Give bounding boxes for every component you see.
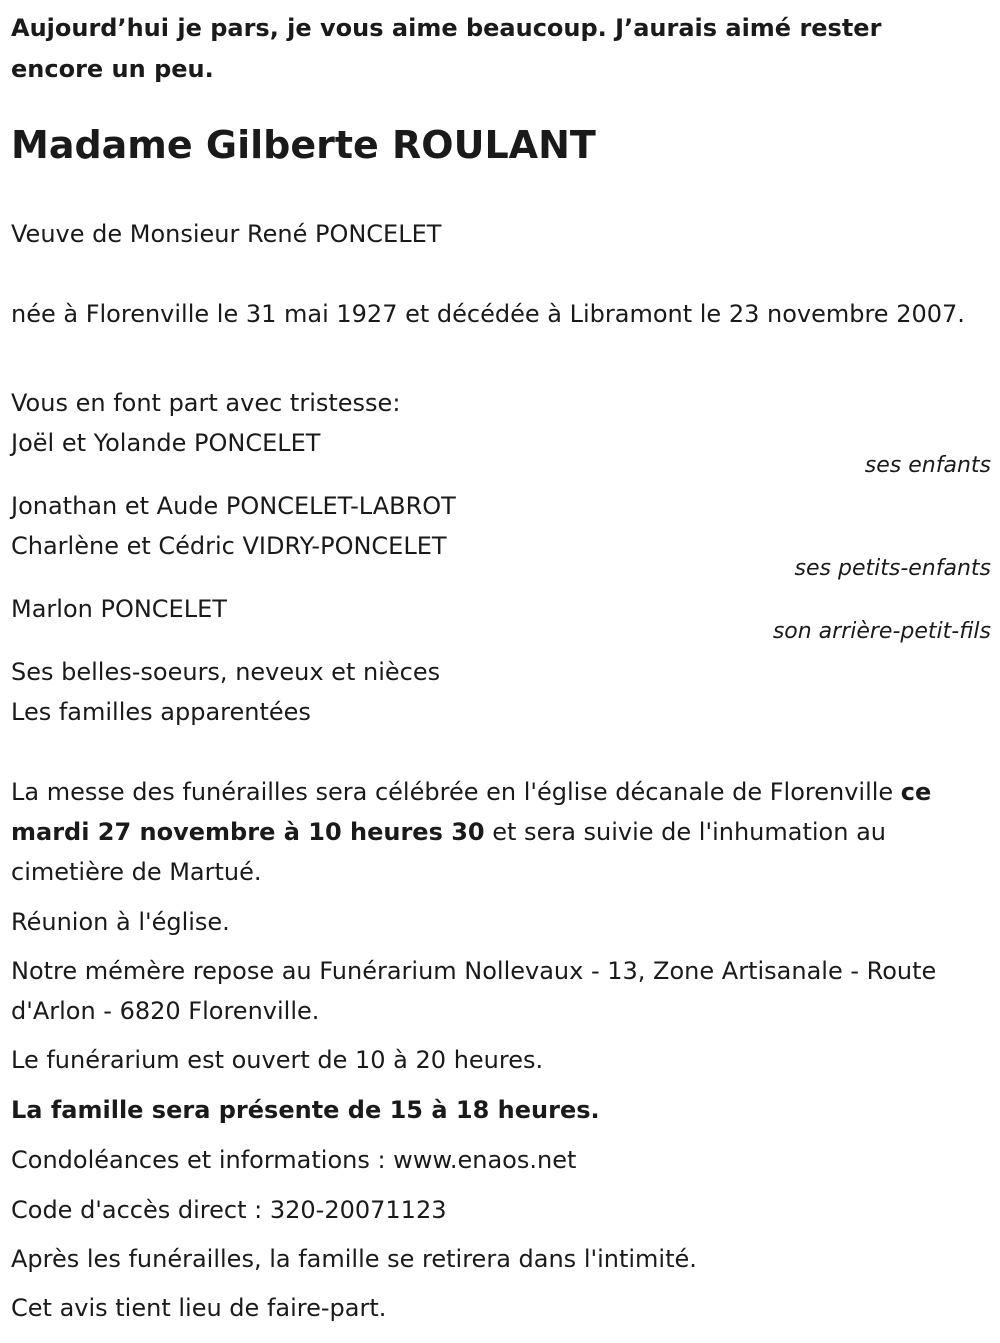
opening-hours: Le funérarium est ouvert de 10 à 20 heures. bbox=[11, 1046, 544, 1074]
funeral-text-1: La messe des funérailles sera célébrée en l'église décanale de Florenville bbox=[11, 778, 901, 806]
condolences-info: Condoléances et informations : www.enaos.net bbox=[11, 1146, 577, 1174]
opening-quote: Aujourd’hui je pars, je vous aime beaucoup. J’aurais aimé rester encore un peu. bbox=[11, 14, 882, 83]
great-grandchild-name: Marlon PONCELET bbox=[11, 595, 227, 623]
other-family-1: Ses belles-soeurs, neveux et nièces bbox=[11, 658, 441, 686]
announcement-intro: Vous en font part avec tristesse: bbox=[11, 389, 401, 417]
funeral-details bbox=[11, 772, 986, 892]
access-code: Code d'accès direct : 320-20071123 bbox=[11, 1196, 447, 1224]
funeral-date: ce mardi 27 novembre à 10 heures 30 bbox=[11, 778, 932, 846]
closing-statement: Cet avis tient lieu de faire-part. bbox=[11, 1294, 387, 1322]
family-presence: La famille sera présente de 15 à 18 heures. bbox=[11, 1096, 600, 1124]
grandchildren-role: ses petits-enfants bbox=[794, 556, 991, 581]
great-grandchild-role: son arrière-petit-fils bbox=[772, 619, 991, 644]
deceased-name: Madame Gilberte ROULANT bbox=[11, 123, 596, 167]
widow-of: Veuve de Monsieur René PONCELET bbox=[11, 220, 442, 248]
birth-death-dates: née à Florenville le 31 mai 1927 et décédée à Libramont le 23 novembre 2007. bbox=[11, 300, 965, 328]
children-names: Joël et Yolande PONCELET bbox=[11, 429, 321, 457]
resting-place: Notre mémère repose au Funérarium Nollevaux - 13, Zone Artisanale - Route d'Arlon - 6820 Florenville. bbox=[11, 957, 937, 1025]
children-role: ses enfants bbox=[864, 453, 991, 478]
meeting-place: Réunion à l'église. bbox=[11, 908, 230, 936]
funeral-text-2: et sera suivie de l'inhumation au cimetière de Martué. bbox=[11, 818, 886, 886]
other-family-2: Les familles apparentées bbox=[11, 698, 311, 726]
grandchildren-names-2: Charlène et Cédric VIDRY-PONCELET bbox=[11, 532, 447, 560]
after-funeral: Après les funérailles, la famille se retirera dans l'intimité. bbox=[11, 1245, 697, 1273]
grandchildren-names-1: Jonathan et Aude PONCELET-LABROT bbox=[11, 492, 456, 520]
